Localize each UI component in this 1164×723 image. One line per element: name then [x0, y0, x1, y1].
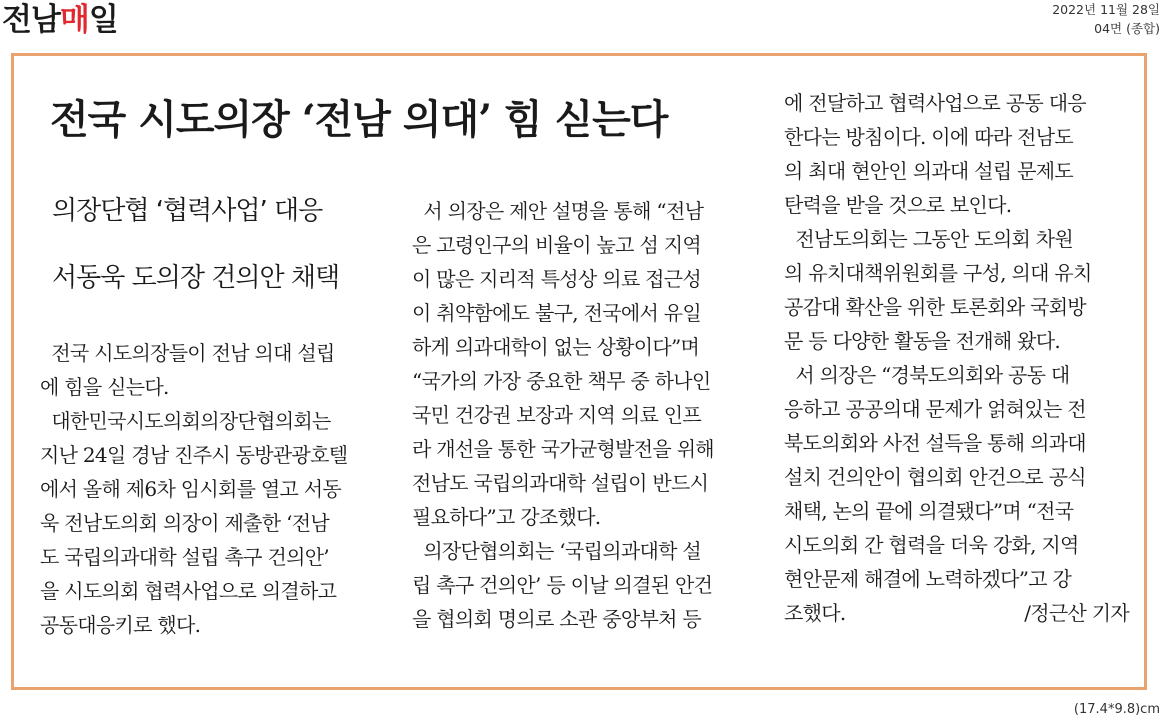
article-text-line: “국가의 가장 중요한 책무 중 하나인: [412, 369, 711, 393]
article-text-line: 욱 전남도의회 의장이 제출한 ‘전남: [40, 511, 329, 535]
publication-date: 2022년 11월 28일: [1052, 2, 1160, 17]
article-text-line: 필요하다”고 강조했다.: [412, 505, 601, 529]
article-subtitle-line1: 의장단협 ‘협력사업’ 대응: [52, 196, 323, 226]
article-text-line: 에 힘을 싣는다.: [40, 375, 169, 399]
article-text-line: 공감대 확산을 위한 토론회와 국회방: [784, 295, 1086, 319]
article-text-line: 서 의장은 “경북도의회와 공동 대: [784, 363, 1070, 387]
article-text-line: 설치 건의안이 협의회 안건으로 공식: [784, 465, 1086, 489]
article-text-line: 전국 시도의장들이 전남 의대 설립: [40, 341, 335, 365]
article-text-line: 립 촉구 건의안’ 등 이날 의결된 안건: [412, 573, 713, 597]
article-text-line: 문 등 다양한 활동을 전개해 왔다.: [784, 329, 1061, 353]
page-section: 04면 (종합): [1094, 21, 1160, 36]
article-text-line: 공동대응키로 했다.: [40, 613, 201, 637]
article-title: 전국 시도의장 ‘전남 의대’ 힘 싣는다: [50, 96, 668, 143]
article-text-line: 이 많은 지리적 특성상 의료 접근성: [412, 267, 701, 291]
article-text-line: 지난 24일 경남 진주시 동방관광호텔: [40, 443, 348, 467]
article-text-line: 탄력을 받을 것으로 보인다.: [784, 193, 1012, 217]
article-subtitle-line2: 서동욱 도의장 건의안 채택: [52, 263, 340, 293]
article-text-line: 의 최대 현안인 의과대 설립 문제도: [784, 159, 1073, 183]
article-text-line: 현안문제 해결에 노력하겠다”고 강: [784, 567, 1072, 591]
article-text-line: 한다는 방침이다. 이에 따라 전남도: [784, 125, 1073, 149]
article-byline: /정근산 기자: [1024, 601, 1129, 625]
article-text-line: 조했다.: [784, 601, 846, 625]
article-text-line: 의장단협의회는 ‘국립의과대학 설: [412, 539, 701, 563]
article-text-line: 응하고 공공의대 문제가 얽혀있는 전: [784, 397, 1086, 421]
article-text-line: 의 유치대책위원회를 구성, 의대 유치: [784, 261, 1092, 285]
article-text-line: 에 전달하고 협력사업으로 공동 대응: [784, 91, 1086, 115]
logo-text-part3: 일: [88, 2, 118, 38]
article-text-line: 도 국립의과대학 설립 촉구 건의안’: [40, 545, 329, 569]
logo-text-part1: 전남: [2, 2, 60, 38]
article-text-line: 북도의회와 사전 설득을 통해 의과대: [784, 431, 1086, 455]
article-text-line: 에서 올해 제6차 임시회를 열고 서동: [40, 477, 341, 501]
article-text-line: 시도의회 간 협력을 더욱 강화, 지역: [784, 533, 1079, 557]
article-text-line: 을 시도의회 협력사업으로 의결하고: [40, 579, 337, 603]
article-text-line: 서 의장은 제안 설명을 통해 “전남: [412, 199, 704, 223]
newspaper-logo: [2, 0, 118, 40]
article-text-line: 채택, 논의 끝에 의결됐다”며 “전국: [784, 499, 1074, 523]
article-column-3: [784, 86, 1129, 630]
logo-text-part2: 매: [59, 2, 89, 38]
article-text-line: 국민 건강권 보장과 지역 의료 인프: [412, 403, 701, 427]
article-text-line: 전남도의회는 그동안 도의회 차원: [784, 227, 1073, 251]
article-text-line: 이 취약함에도 불구, 전국에서 유일: [412, 301, 701, 325]
article-text-line: 대한민국시도의회의장단협의회는: [40, 409, 331, 433]
article-text-line: 라 개선을 통한 국가균형발전을 위해: [412, 437, 714, 461]
article-text-line: 전남도 국립의과대학 설립이 반드시: [412, 471, 709, 495]
article-column-1: [40, 336, 385, 642]
article-text-line: 을 협의회 명의로 소관 중앙부처 등: [412, 607, 701, 631]
article-column-2: [412, 194, 762, 636]
publication-meta: [1052, 0, 1160, 38]
article-text-line: 은 고령인구의 비율이 높고 섬 지역: [412, 233, 701, 257]
article-size-note: (17.4*9.8)cm: [1073, 702, 1160, 717]
article-text-line: 하게 의과대학이 없는 상황이다”며: [412, 335, 700, 359]
